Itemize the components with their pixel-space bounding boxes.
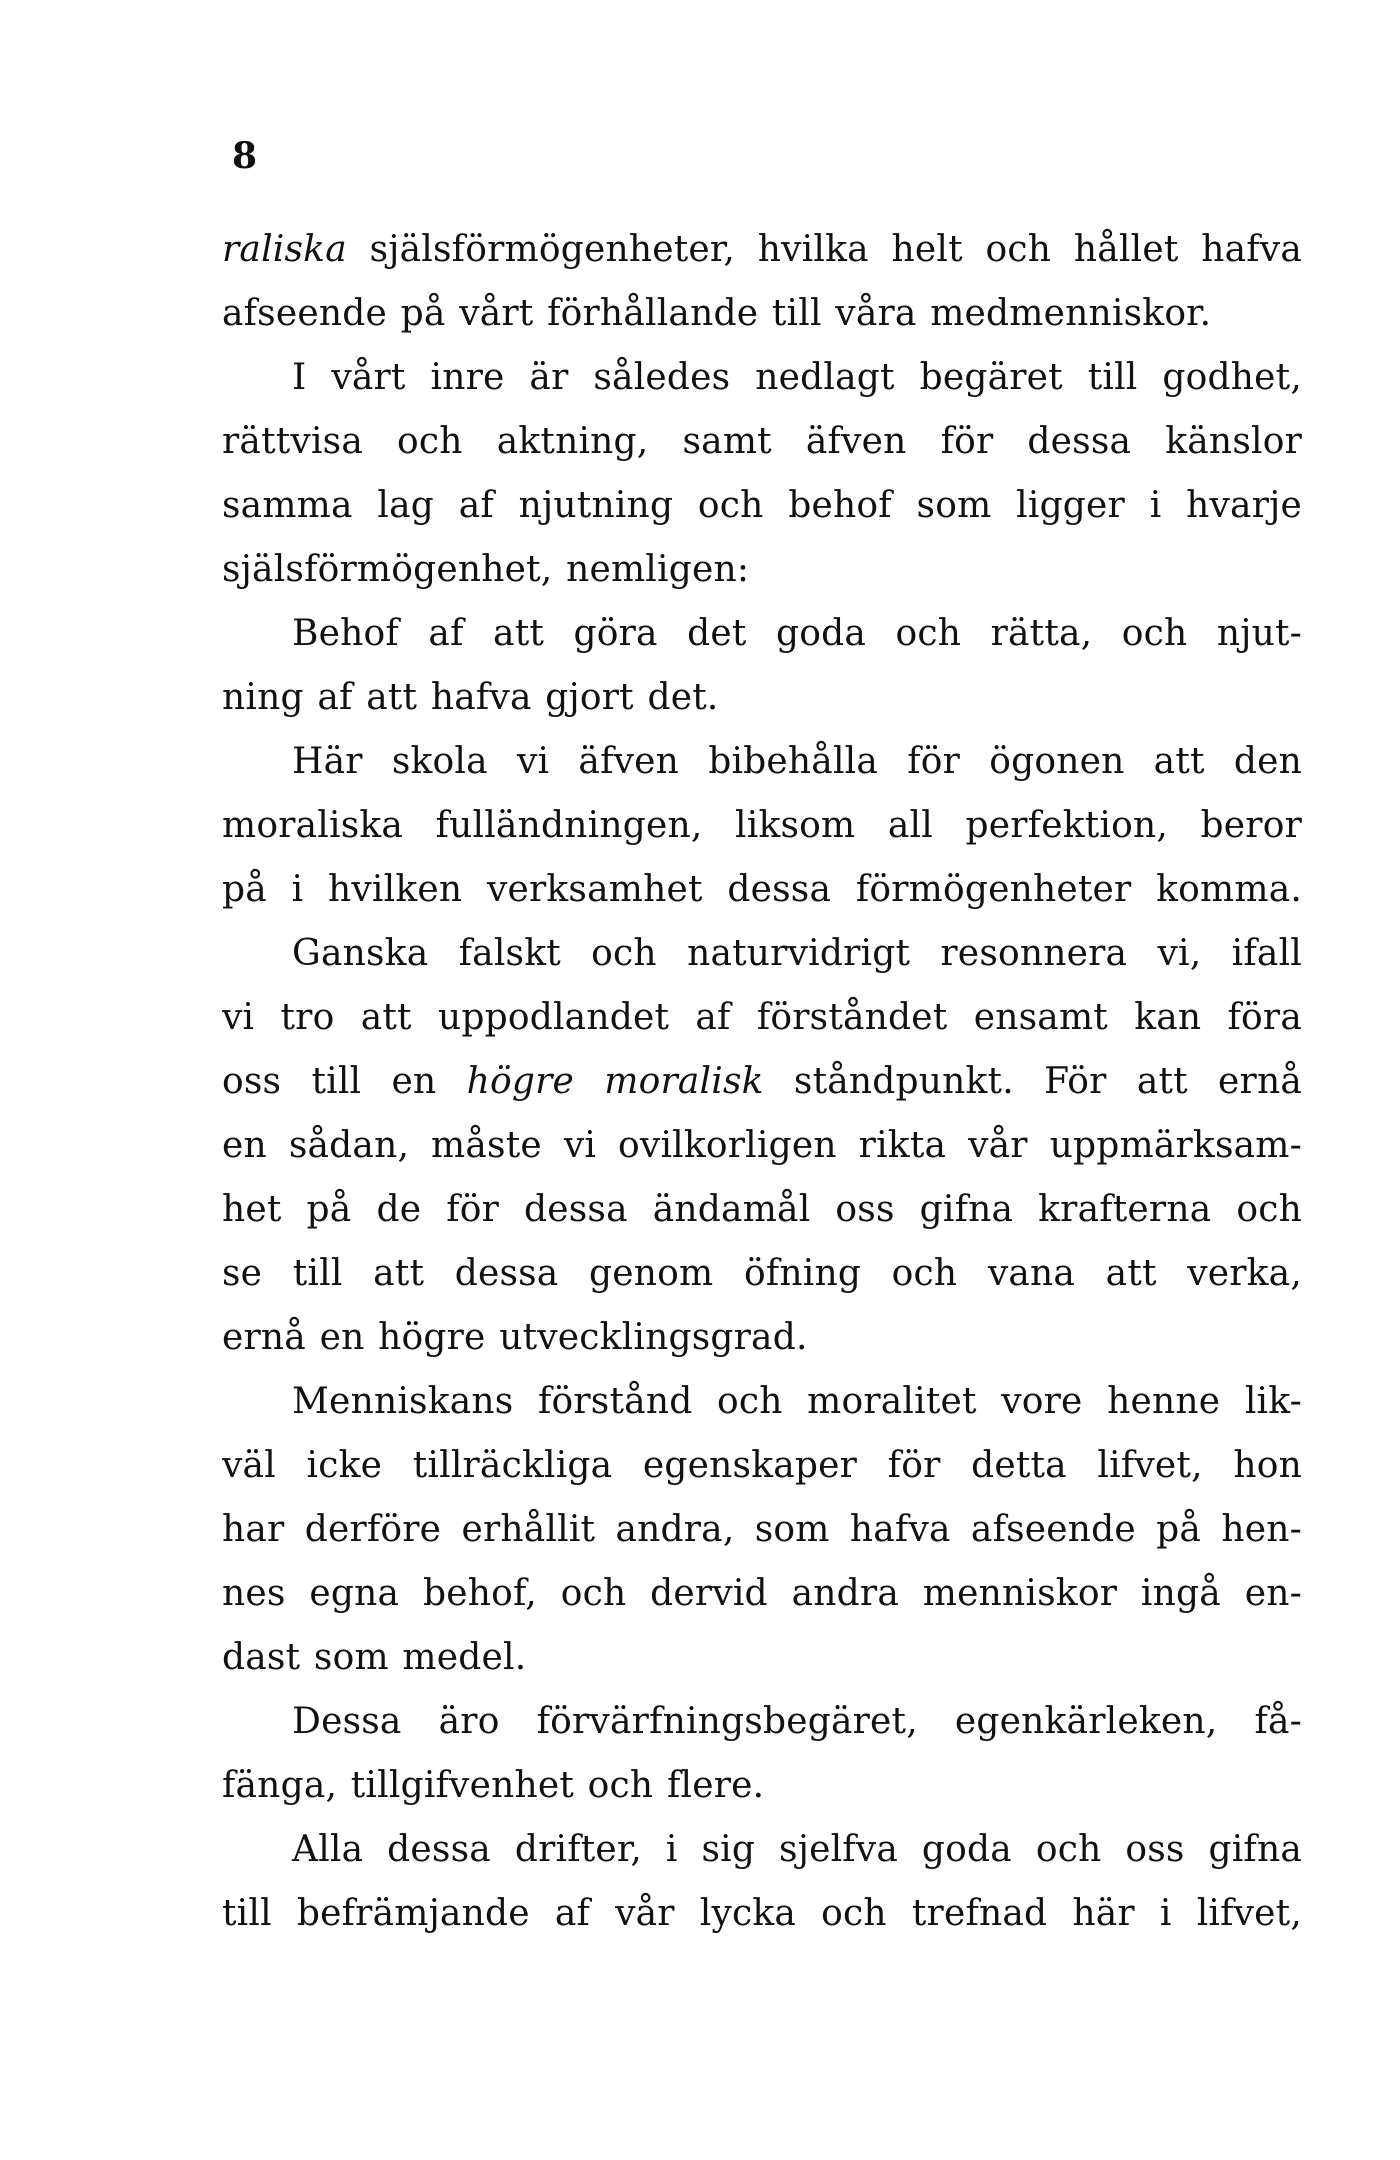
text-line-11: på i hvilken verksamhet dessa förmögenheter komma. — [222, 869, 1302, 910]
text-line-14 — [222, 1050, 1302, 1114]
text-line-16: het på de för dessa ändamål oss gifna krafterna och — [222, 1189, 1302, 1230]
text-line-25: fänga, tillgifvenhet och flere. — [222, 1765, 765, 1806]
text-line-15: en sådan, måste vi ovilkorligen rikta vår uppmärksam- — [222, 1125, 1302, 1166]
text-line-8: ning af att hafva gjort det. — [222, 677, 719, 718]
text-line-1 — [222, 218, 1302, 282]
text-line-17: se till att dessa genom öfning och vana att verka, — [222, 1253, 1302, 1294]
italic-word: högre — [466, 1061, 575, 1102]
text-line-7: Behof af att göra det goda och rätta, och njut- — [292, 613, 1302, 654]
text-line-27: till befrämjande af vår lycka och trefnad här i lifvet, — [222, 1893, 1302, 1934]
text-line-23: dast som medel. — [222, 1637, 527, 1678]
text-line-20: väl icke tillräckliga egenskaper för detta lifvet, hon — [222, 1445, 1302, 1486]
text-line-6: själsförmögenhet, nemligen: — [222, 549, 750, 590]
text-line-19: Menniskans förstånd och moralitet vore henne lik- — [292, 1381, 1302, 1422]
text-line-12: Ganska falskt och naturvidrigt resonnera vi, ifall — [292, 933, 1302, 974]
line-rest: själsförmögenheter, hvilka helt och hållet hafva — [346, 229, 1302, 270]
text-line-4: rättvisa och aktning, samt äfven för dessa känslor — [222, 421, 1302, 462]
text-line-26: Alla dessa drifter, i sig sjelfva goda och oss gifna — [292, 1829, 1302, 1870]
italic-word: raliska — [222, 229, 347, 270]
line-fragment: ståndpunkt. För att ernå — [763, 1061, 1302, 1102]
text-line-13: vi tro att uppodlandet af förståndet ensamt kan föra — [222, 997, 1302, 1038]
text-line-22: nes egna behof, och dervid andra menniskor ingå en- — [222, 1573, 1302, 1614]
italic-word: moralisk — [604, 1061, 764, 1102]
text-line-5: samma lag af njutning och behof som ligger i hvarje — [222, 485, 1302, 526]
text-line-18: ernå en högre utvecklingsgrad. — [222, 1317, 808, 1358]
text-line-10: moraliska fulländningen, liksom all perfektion, beror — [222, 805, 1302, 846]
line-fragment — [574, 1061, 604, 1102]
line-fragment: oss till en — [222, 1061, 467, 1102]
text-line-2: afseende på vårt förhållande till våra medmenniskor. — [222, 293, 1212, 334]
text-line-21: har derföre erhållit andra, som hafva afseende på hen- — [222, 1509, 1302, 1550]
text-line-9: Här skola vi äfven bibehålla för ögonen att den — [292, 741, 1302, 782]
text-line-3: I vårt inre är således nedlagt begäret till godhet, — [292, 357, 1302, 398]
text-line-24: Dessa äro förvärfningsbegäret, egenkärleken, få- — [292, 1701, 1302, 1742]
page-number: 8 — [232, 135, 258, 177]
body-text — [222, 218, 1302, 1946]
